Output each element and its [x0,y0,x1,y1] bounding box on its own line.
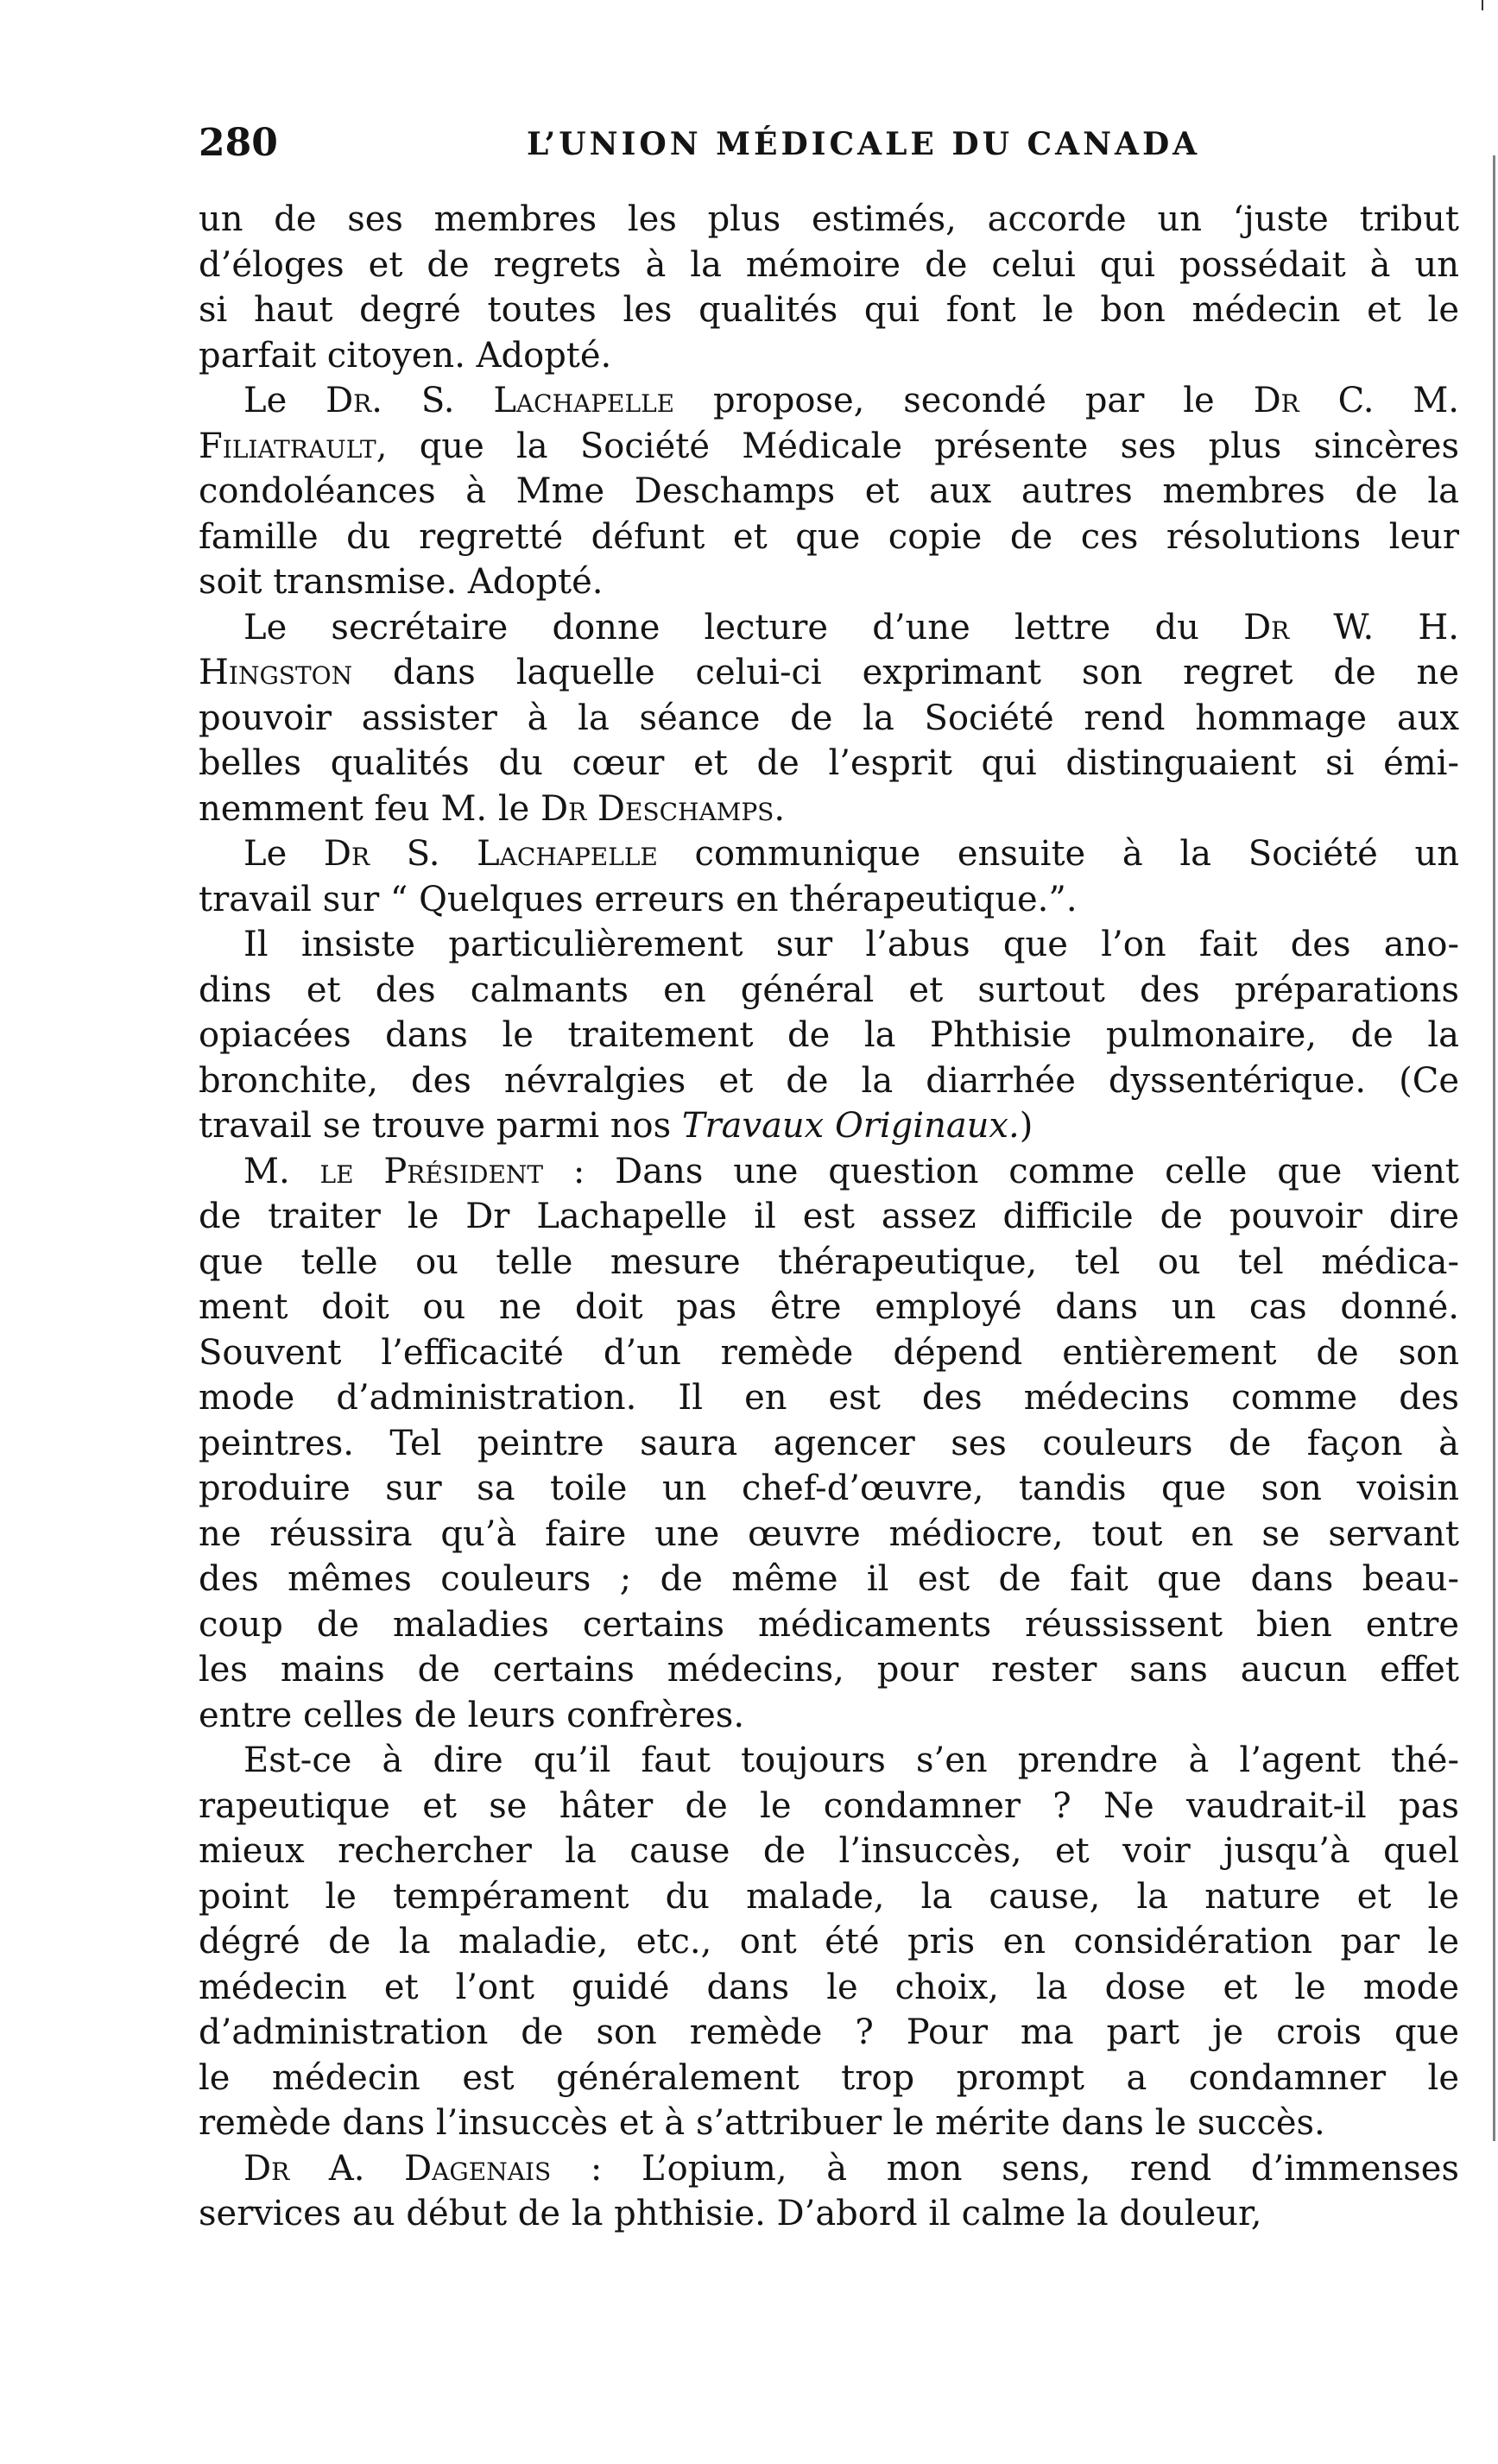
text-line [199,1738,1459,1784]
page-number: 280 [199,121,278,165]
text-line [199,1693,1459,1739]
text-run: le médecin est généralement trop prompt a condamner le [199,2057,1459,2098]
text-line [199,877,1459,923]
text-line [199,968,1459,1014]
text-run: produire sur sa toile un chef-d’œuvre, tandis que son voisin [199,1469,1459,1508]
text-line [199,1874,1459,1920]
text-run: remède dans l’insuccès et à s’attribuer le mérite dans le succès. [199,2103,1325,2143]
text-run: coup de maladies certains médicaments réussissent bien entre [199,1604,1459,1645]
journal-title: L’UNION MÉDICALE DU CANADA [527,126,1201,162]
text-run: services au début de la phthisie. D’abord il calme la douleur, [199,2194,1262,2233]
name-small-caps: Filiatrault [199,426,376,466]
text-line [199,1285,1459,1330]
text-run: mieux rechercher la cause de l’insuccès, et voir jusqu’à quel [199,1831,1459,1871]
text-line [199,1829,1459,1874]
text-line [199,287,1459,333]
text-line [199,2056,1459,2101]
text-line [199,1103,1459,1149]
text-line [199,1466,1459,1512]
text-run: . [774,788,786,829]
text-line [199,2191,1459,2237]
name-small-caps: Dr S. Lachapelle [323,834,658,874]
text-run: de traiter le Dr Lachapelle il est assez difficile de pouvoir dire [199,1197,1459,1236]
text-run: les mains de certains médecins, pour rester sans aucun effet [199,1650,1459,1690]
text-line [199,197,1459,243]
text-line [199,2101,1459,2146]
text-run: Le [243,834,324,874]
text-line [199,1375,1459,1421]
text-run: propose, secondé par le [674,381,1254,420]
text-line [199,696,1459,742]
text-run: condoléances à Mme Deschamps et aux autres membres de la [199,471,1459,511]
text-line [199,1784,1459,1829]
text-line [199,1421,1459,1467]
text-run: un de ses membres les plus estimés, accorde un ‘juste tribut [199,199,1459,239]
text-run: belles qualités du cœur et de l’esprit qui distinguaient si émi- [199,743,1459,783]
name-small-caps: Dr W. H. [1243,607,1459,648]
text-line [199,515,1459,560]
text-run: si haut degré toutes les qualités qui font le bon médecin et le [199,290,1459,330]
text-line [199,2146,1459,2192]
text-line [199,1557,1459,1602]
text-run: des mêmes couleurs ; de même il est de fait que dans beau- [199,1559,1459,1599]
text-run: d’administration de son remède ? Pour ma part je crois que [199,2012,1459,2052]
text-line [199,831,1459,877]
text-line [199,1149,1459,1195]
text-run: rapeutique et se hâter de le condamner ? Ne vaudrait-il pas [199,1785,1459,1826]
running-header [199,121,1459,173]
text-run: travail se trouve parmi nos [199,1106,682,1146]
name-small-caps: Dr A. Dagenais [243,2148,552,2189]
text-line [199,243,1459,288]
text-line [199,333,1459,379]
name-small-caps: Dr C. M. [1253,381,1459,420]
text-run: ne réussira qu’à faire une œuvre médiocre, tout en se servant [199,1513,1459,1554]
text-run: ) [1019,1106,1033,1146]
text-line [199,1647,1459,1693]
page-edge-rule [1493,155,1495,2141]
text-run: médecin et l’ont guidé dans le choix, la dose et le mode [199,1967,1459,2007]
text-line [199,1965,1459,2011]
italic-text: Travaux Originaux. [681,1106,1020,1146]
text-line [199,378,1459,424]
text-line [199,1602,1459,1648]
text-run: Est-ce à dire qu’il faut toujours s’en prendre à l’agent thé- [243,1741,1459,1780]
text-line [199,1919,1459,1965]
text-run: Le secrétaire donne lecture d’une lettre du [243,607,1244,648]
text-line [199,1058,1459,1104]
text-run: mode d’administration. Il en est des médecins comme des [199,1378,1459,1418]
name-small-caps: Hingston [199,653,353,692]
text-run: dégré de la maladie, etc., ont été pris en considération par le [199,1922,1459,1962]
text-line [199,1330,1459,1376]
text-run: , que la Société Médicale présente ses plus sincères [376,426,1459,466]
text-line [199,650,1459,696]
text-run: opiacées dans le traitement de la Phthisie pulmonaire, de la [199,1015,1459,1055]
text-run: ment doit ou ne doit pas être employé dans un cas donné. [199,1287,1459,1327]
text-run: dans laquelle celui-ci exprimant son regret de ne [352,653,1459,692]
text-line [199,1194,1459,1240]
text-run: dins et des calmants en général et surtout des préparations [199,970,1459,1010]
text-line [199,1512,1459,1557]
text-line [199,559,1459,605]
text-run: : Dans une question comme celle que vient [543,1151,1459,1191]
text-run: parfait citoyen. Adopté. [199,335,612,376]
text-line [199,469,1459,515]
text-run: pouvoir assister à la séance de la Société rend hommage aux [199,698,1459,738]
text-run: Le [243,381,326,420]
name-small-caps: le Président [319,1151,544,1191]
text-line [199,605,1459,651]
text-line [199,1013,1459,1058]
text-run: travail sur “ Quelques erreurs en thérapeutique.”. [199,879,1078,919]
text-line [199,424,1459,470]
text-run: entre celles de leurs confrères. [199,1695,745,1735]
text-run: Souvent l’efficacité d’un remède dépend entièrement de son [199,1332,1459,1373]
name-small-caps: Dr Deschamps [540,788,774,829]
text-run: soit transmise. Adopté. [199,562,604,602]
text-run: nemment feu M. le [199,788,541,829]
text-run: peintres. Tel peintre saura agencer ses couleurs de façon à [199,1423,1459,1463]
text-run: que telle ou telle mesure thérapeutique, tel ou tel médica- [199,1241,1459,1282]
text-run: famille du regretté défunt et que copie de ces résolutions leur [199,516,1459,557]
name-small-caps: Dr. S. Lachapelle [326,381,675,420]
text-run: communique ensuite à la Société un [657,834,1459,874]
text-line [199,2010,1459,2056]
text-line [199,1240,1459,1286]
text-line [199,787,1459,832]
text-run: M. [243,1151,320,1191]
text-run: bronchite, des névralgies et de la diarrhée dyssentérique. (Ce [199,1060,1459,1101]
text-run: Il insiste particulièrement sur l’abus que l’on fait des ano- [243,925,1459,964]
text-line [199,741,1459,787]
text-run: d’éloges et de regrets à la mémoire de celui qui possédait à un [199,244,1459,285]
scan-mark [1482,0,1483,10]
text-run: point le tempérament du malade, la cause, la nature et le [199,1876,1459,1917]
text-run: : L’opium, à mon sens, rend d’immenses [551,2148,1459,2189]
body-text [199,197,1459,2237]
text-line [199,922,1459,968]
